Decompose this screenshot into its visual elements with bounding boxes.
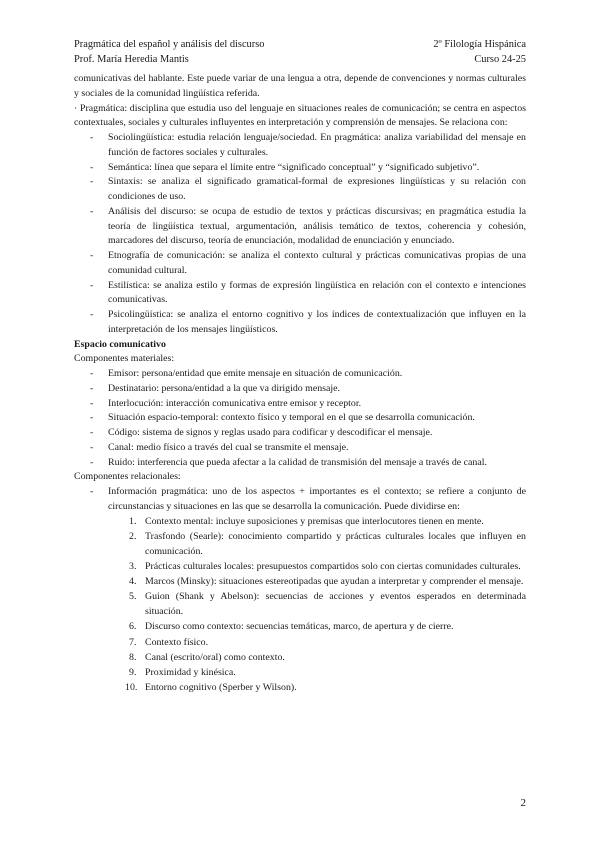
list-item: - Canal: medio físico a través del cual se transmite el mensaje. — [108, 441, 526, 456]
list-item: - Destinatario: persona/entidad a la que va dirigido mensaje. — [108, 382, 526, 397]
item-text: Trasfondo (Searle): conocimiento compartido y prácticas culturales locales que influyen en comunicación. — [145, 530, 526, 557]
item-text: Guion (Shank y Abelson): secuencias de acciones y eventos esperados en determinada situación. — [145, 591, 526, 617]
item-text: Discurso como contexto: secuencias temáticas, marco, de apertura y de cierre. — [145, 621, 454, 633]
relational-components-list — [74, 485, 526, 515]
list-item: - Sociolingüística: estudia relación lenguaje/sociedad. En pragmática: analiza variabilidad del mensaje en función de factores sociales y culturales. — [108, 131, 526, 161]
context-types-list — [74, 515, 526, 697]
list-item — [129, 666, 526, 681]
item-text: Contexto mental: incluye suposiciones y premisas que interlocutores tienen en mente. — [145, 515, 484, 527]
list-item: - Psicolingüística: se analiza el entorno cognitivo y los índices de contextualización que influyen en la interpretación de los mensajes lingüísticos. — [108, 308, 526, 338]
list-item: - Análisis del discurso: se ocupa de estudio de textos y prácticas discursivas; en pragmática estudia la teoría de lingüística textual, argumentación, análisis temático de textos, coherencia y cohesión, marcadores del discurso, teoría de enunciación, modalidad de enunciación y enunciado. — [108, 205, 526, 249]
pragmatica-definition: · Pragmática: disciplina que estudia uso del lenguaje en situaciones reales de comunicación; se centra en aspectos contextuales, sociales y culturales influyentes en interpretación y comprensión de mensajes. Se relaciona con: — [74, 102, 526, 129]
item-text: Marcos (Minsky): situaciones estereotipadas que ayudan a interpretar y comprender el mensaje. — [145, 576, 524, 587]
list-item: - Sintaxis: se analiza el significado gramatical-formal de expresiones lingüísticas y su relación con condiciones de uso. — [108, 175, 526, 205]
material-heading: Componentes materiales: — [74, 353, 175, 365]
item-number: 8. — [129, 651, 137, 663]
material-components-list — [74, 367, 526, 470]
list-item — [129, 651, 526, 666]
item-text: Canal (escrito/oral) como contexto. — [145, 651, 285, 663]
list-item — [129, 590, 526, 620]
item-number: 5. — [129, 591, 137, 603]
list-item: - Interlocución: interacción comunicativa entre emisor y receptor. — [108, 397, 526, 412]
list-item: - Ruido: interferencia que pueda afectar a la calidad de transmisión del mensaje a través de canal. — [108, 456, 526, 471]
item-number: 3. — [129, 560, 137, 572]
degree-label: 2º Filología Hispánica — [433, 39, 526, 50]
section-title: Espacio comunicativo — [74, 338, 166, 350]
item-text: Entorno cognitivo (Sperber y Wilson). — [145, 682, 297, 694]
list-item — [129, 575, 526, 590]
list-item — [129, 560, 526, 575]
list-item — [129, 530, 526, 560]
list-item — [125, 681, 526, 696]
list-item: - Información pragmática: uno de los aspectos + importantes es el contexto; se refiere a conjunto de circunstancias y situaciones en las que se desarrolla la comunicación. Puede dividirse en: — [108, 485, 526, 515]
item-number: 4. — [129, 576, 137, 587]
item-number: 7. — [129, 636, 137, 648]
document-body — [74, 72, 526, 697]
item-text: Contexto físico. — [145, 636, 209, 648]
relational-heading: Componentes relacionales: — [74, 471, 181, 483]
item-number: 1. — [129, 515, 137, 527]
course-title: Pragmática del español y análisis del discurso — [74, 39, 265, 50]
list-item: - Semántica: línea que separa el límite entre “significado conceptual” y “significado subjetivo”. — [108, 161, 526, 176]
list-item: - Situación espacio-temporal: contexto físico y temporal en el que se desarrolla comunicación. — [108, 411, 526, 426]
list-item — [129, 515, 526, 530]
item-number: 10. — [125, 682, 138, 694]
item-text: Proximidad y kinésica. — [145, 667, 236, 678]
intro-continuation: comunicativas del hablante. Este puede variar de una lengua a otra, depende de convenciones y normas culturales y sociales de la comunidad lingüística referida. — [74, 73, 526, 99]
item-text: Prácticas culturales locales: presupuestos compartidos solo con ciertas comunidades culturales. — [145, 560, 521, 572]
related-disciplines-list — [74, 131, 526, 338]
list-item — [129, 636, 526, 651]
course-year: Curso 24-25 — [474, 54, 526, 65]
list-item: - Código: sistema de signos y reglas usado para codificar y descodificar el mensaje. — [108, 426, 526, 441]
list-item: - Emisor: persona/entidad que emite mensaje en situación de comunicación. — [108, 367, 526, 382]
item-number: 6. — [129, 621, 137, 633]
list-item: - Etnografía de comunicación: se analiza el contexto cultural y prácticas comunicativas propias de una comunidad cultural. — [108, 249, 526, 279]
professor-name: Prof. María Heredia Mantis — [74, 54, 189, 65]
list-item — [129, 620, 526, 635]
list-item: - Estilística: se analiza estilo y formas de expresión lingüística en relación con el contexto e intenciones comunicativas. — [108, 279, 526, 309]
item-number: 9. — [129, 667, 137, 678]
item-number: 2. — [129, 530, 137, 542]
page-number: 2 — [520, 797, 526, 809]
